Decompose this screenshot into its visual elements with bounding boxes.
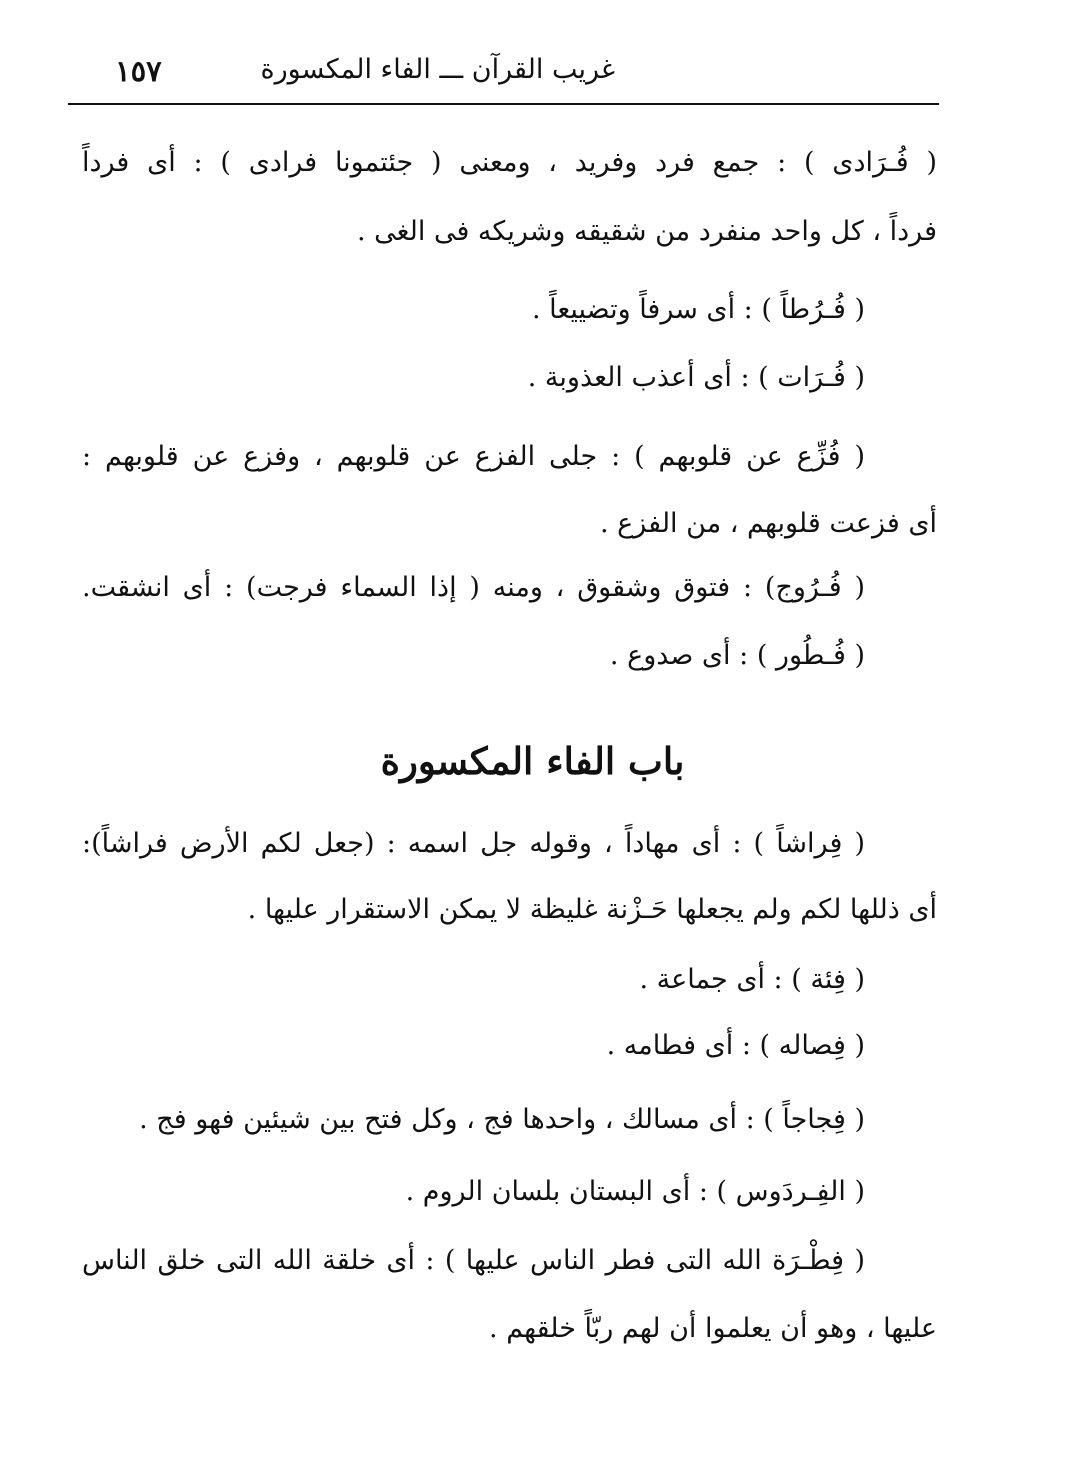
- entry-fia: ( فِئة ) : أى جماعة .: [639, 964, 865, 995]
- entry-futur: ( فُـطُور ) : أى صدوع .: [609, 640, 865, 671]
- entry-furada-line-2: فرداً ، كل واحد منفرد من شقيقه وشريكه فى الغى .: [356, 216, 937, 247]
- entry-firashan-line-2: أى ذللها لكم ولم يجعلها حَـزْنة غليظة لا يمكن الاستقرار عليها .: [247, 894, 937, 925]
- section-heading: باب الفاء المكسورة: [380, 739, 685, 783]
- entry-firashan-line-1: ( فِراشاً ) : أى مهاداً ، وقوله جل اسمه : (جعل لكم الأرض فراشاً):: [82, 828, 865, 859]
- entry-fitrah-line-1: ( فِطْـرَة الله التى فطر الناس عليها ) : أى خلقة الله التى خلق الناس: [82, 1245, 865, 1276]
- entry-fisaluh: ( فِصاله ) : أى فطامه .: [606, 1030, 865, 1061]
- header-rule: [68, 103, 939, 105]
- entry-firdaws: ( الفِـردَوس ) : أى البستان بلسان الروم .: [405, 1176, 865, 1207]
- entry-furuj: ( فُـرُوج) : فتوق وشقوق ، ومنه ( إذا السماء فرجت) : أى انشقت.: [82, 572, 865, 603]
- entry-furada-line-1: ( فُـرَادى ) : جمع فرد وفريد ، ومعنى ( جئتمونا فرادى ) : أى فرداً: [82, 147, 937, 178]
- page-number: ١٥٧: [115, 54, 162, 88]
- entry-fuzzia-line-1: ( فُزِّع عن قلوبهم ) : جلى الفزع عن قلوبهم ، وفزع عن قلوبهم :: [82, 441, 865, 472]
- entry-fitrah-line-2: عليها ، وهو أن يعلموا أن لهم ربّاً خلقهم .: [489, 1313, 937, 1344]
- entry-furutan: ( فُـرُطاً ) : أى سرفاً وتضييعاً .: [531, 294, 865, 325]
- entry-fuzzia-line-2: أى فزعت قلوبهم ، من الفزع .: [600, 508, 937, 539]
- running-head: [60, 48, 1015, 98]
- entry-furat: ( فُـرَات ) : أى أعذب العذوبة .: [527, 362, 865, 393]
- running-head-title: غريب القرآن ـــ الفاء المكسورة: [260, 54, 615, 85]
- entry-fijajan: ( فِجاجاً ) : أى مسالك ، واحدها فج ، وكل فتح بين شيئين فهو فج .: [139, 1104, 865, 1135]
